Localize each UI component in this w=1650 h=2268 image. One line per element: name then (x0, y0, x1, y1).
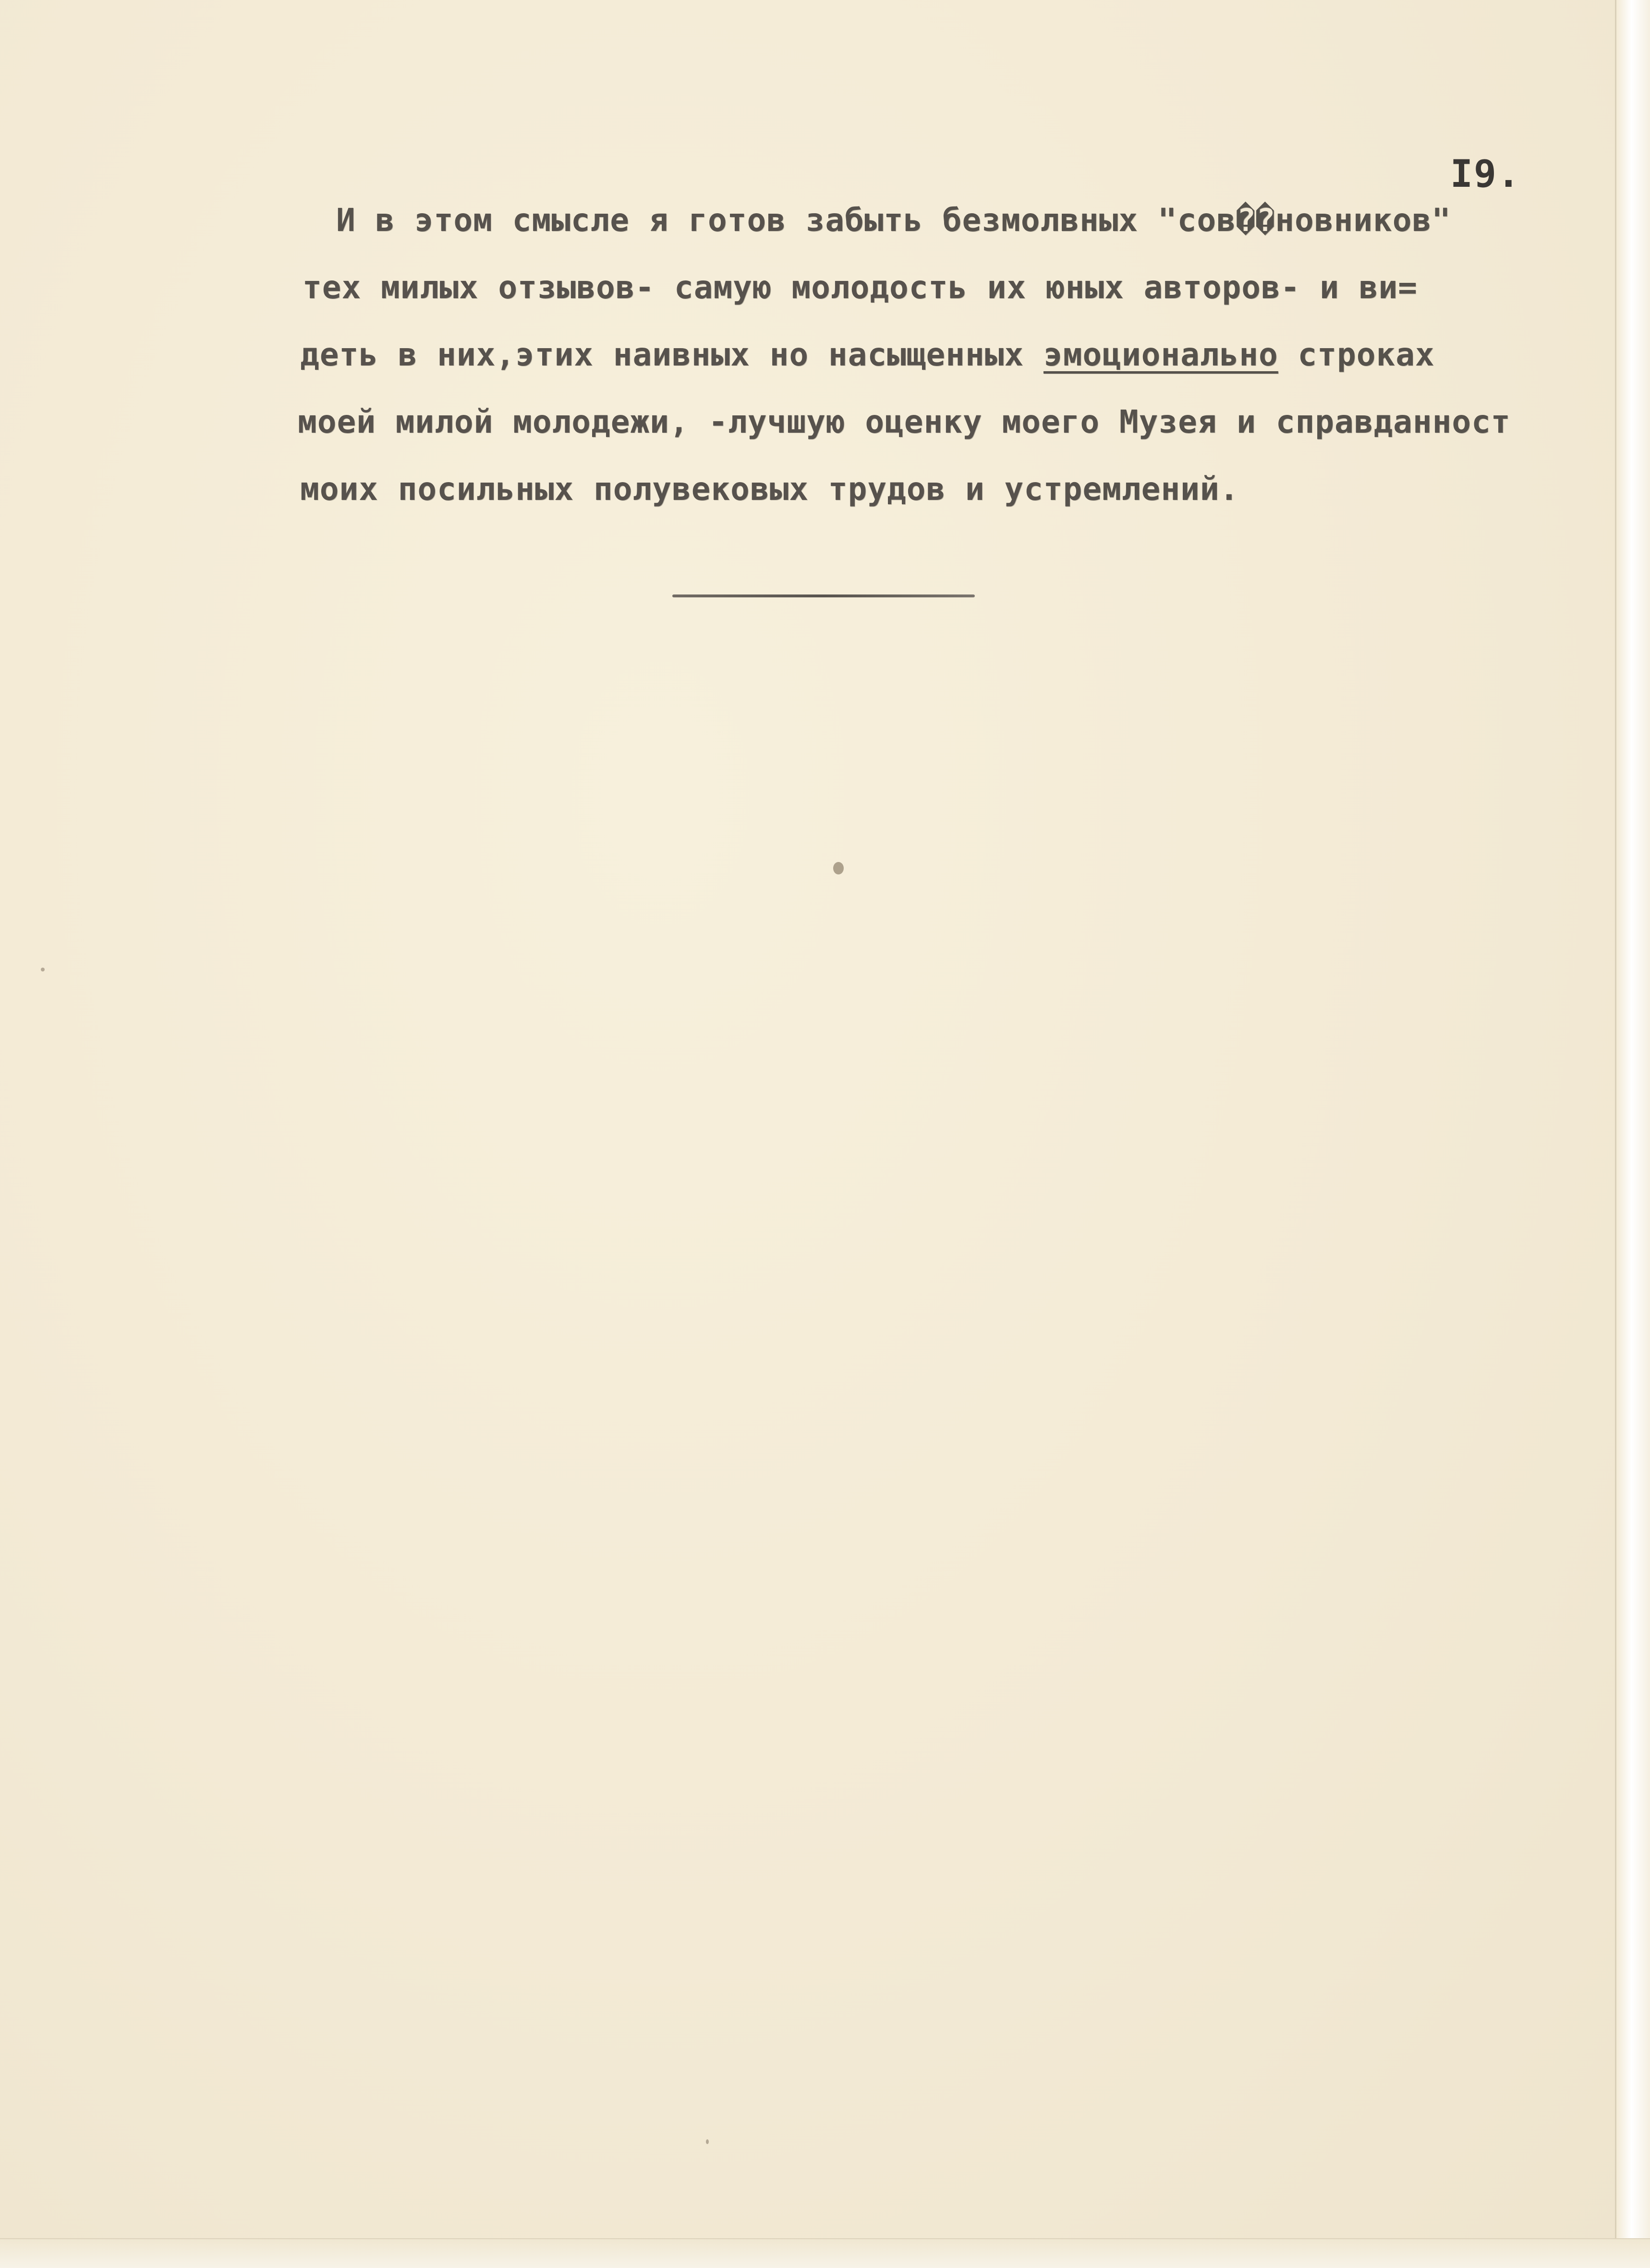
text-line-2: тех милых отзывов- самую молодость их юных авторов- и ви= (303, 269, 1418, 306)
paper-speck (706, 2139, 709, 2144)
text-line-3-end: строках (1278, 336, 1435, 373)
page-number: I9. (1450, 153, 1521, 196)
text-line-4: моей милой молодежи, -лучшую оценку моего Музея и справданност (298, 403, 1511, 440)
paper-speck (41, 968, 45, 971)
underlined-word: эмоционально (1043, 336, 1278, 373)
text-line-5: моих посильных полувековых трудов и устремлений. (300, 471, 1239, 508)
text-line-1: И в этом смысле я готов забыть безмолвных "сов��новников" (336, 202, 1451, 239)
closing-rule (672, 594, 975, 597)
text-line-3-start: деть в них,этих наивных но насыщенных (300, 336, 1043, 373)
paper-bottom-edge (0, 2238, 1650, 2268)
text-line-3 (300, 336, 1435, 373)
paper-spot (833, 862, 844, 874)
paper-right-edge (1615, 0, 1650, 2268)
